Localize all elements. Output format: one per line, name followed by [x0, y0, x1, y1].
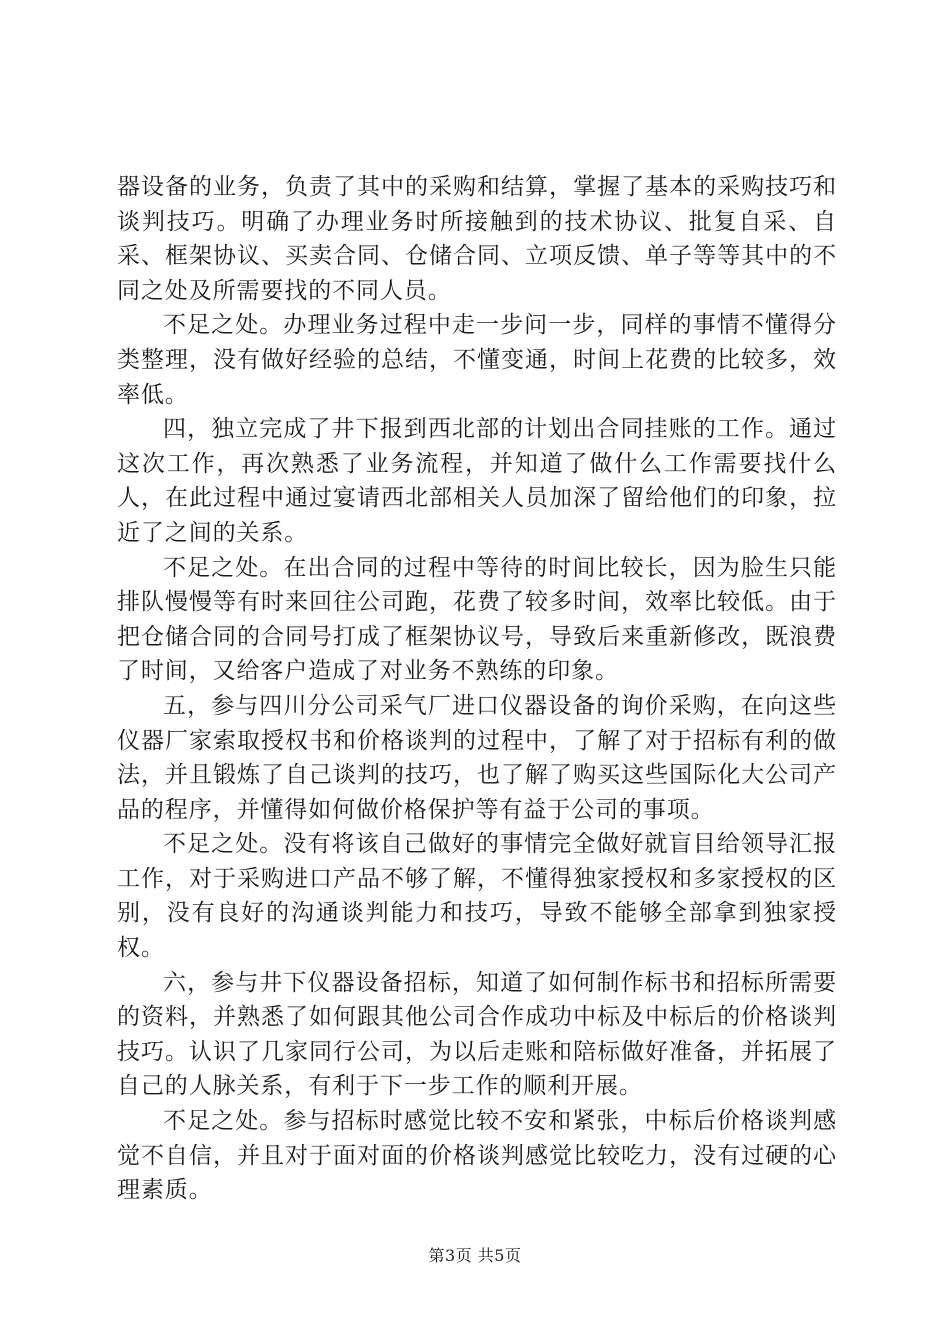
paragraph-item-4: 四，独立完成了井下报到西北部的计划出合同挂账的工作。通过这次工作，再次熟悉了业务流程，并知道了做什么工作需要找什么人，在此过程中通过宴请西北部相关人员加深了留给他们的印象，拉近了之间的关系。 — [117, 416, 837, 546]
paragraph-item-5: 五，参与四川分公司采气厂进口仪器设备的询价采购，在向这些仪器厂家索取授权书和价格谈判的过程中，了解了对于招标有利的做法，并且锻炼了自己谈判的技巧，也了解了购买这些国际化大公司产品的程序，并懂得如何做价格保护等有益于公司的事项。 — [117, 692, 837, 823]
paragraph-shortcoming-3: 不足之处。办理业务过程中走一步问一步，同样的事情不懂得分类整理，没有做好经验的总结，不懂变通，时间上花费的比较多，效率低。 — [117, 312, 837, 408]
paragraph-shortcoming-5: 不足之处。没有将该自己做好的事情完全做好就盲目给领导汇报工作，对于采购进口产品不够了解，不懂得独家授权和多家授权的区别，没有良好的沟通谈判能力和技巧，导致不能够全部拿到独家授权。 — [117, 831, 837, 962]
document-body — [117, 170, 837, 1208]
paragraph-shortcoming-4: 不足之处。在出合同的过程中等待的时间比较长，因为脸生只能排队慢慢等有时来回往公司跑，花费了较多时间，效率比较低。由于把仓储合同的合同号打成了框架协议号，导致后来重新修改，既浪费了时间，又给客户造成了对业务不熟练的印象。 — [117, 554, 837, 685]
page-number-footer: 第3页 共5页 — [428, 1246, 522, 1265]
paragraph-shortcoming-6: 不足之处。参与招标时感觉比较不安和紧张，中标后价格谈判感觉不自信，并且对于面对面的价格谈判感觉比较吃力，没有过硬的心理素质。 — [117, 1108, 837, 1204]
paragraph-continuation: 器设备的业务，负责了其中的采购和结算，掌握了基本的采购技巧和谈判技巧。明确了办理业务时所接触到的技术协议、批复自采、自采、框架协议、买卖合同、仓储合同、立项反馈、单子等等其中的不同之处及所需要找的不同人员。 — [117, 174, 837, 304]
paragraph-item-6: 六，参与井下仪器设备招标，知道了如何制作标书和招标所需要的资料，并熟悉了如何跟其他公司合作成功中标及中标后的价格谈判技巧。认识了几家同行公司，为以后走账和陪标做好准备，并拓展了自己的人脉关系，有利于下一步工作的顺利开展。 — [117, 969, 837, 1100]
